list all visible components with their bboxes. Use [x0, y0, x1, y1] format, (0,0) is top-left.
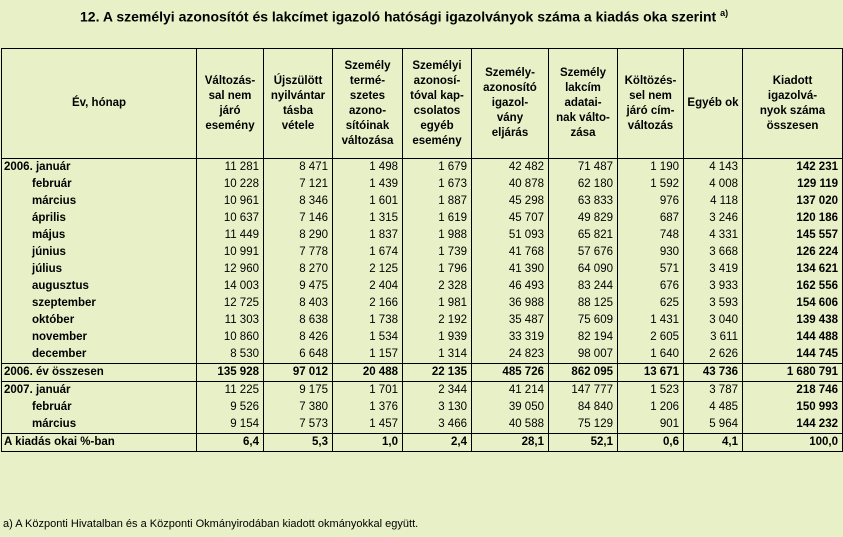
column-header-6	[549, 49, 618, 159]
total-cell: 137 020	[743, 193, 843, 210]
column-header-line: esemény	[412, 134, 462, 147]
value-cell: 2 344	[403, 382, 472, 400]
row-label: július	[2, 261, 197, 278]
value-cell: 0,6	[618, 434, 684, 452]
value-cell: 1 431	[618, 312, 684, 329]
value-cell: 930	[618, 244, 684, 261]
value-cell: 1 939	[403, 329, 472, 346]
total-cell: 1 680 791	[743, 364, 843, 382]
column-header-line: járó cím-	[626, 104, 675, 117]
table-row	[2, 346, 843, 364]
column-header-line: Egyéb ok	[687, 97, 739, 109]
total-cell: 144 488	[743, 329, 843, 346]
table-row	[2, 295, 843, 312]
column-header-line: tóval kap-	[410, 89, 464, 102]
value-cell: 39 050	[472, 399, 549, 416]
total-cell: 129 119	[743, 176, 843, 193]
column-header-line: Személy	[344, 59, 391, 72]
column-header-line: lakcím	[565, 82, 601, 94]
value-cell: 4 008	[684, 176, 743, 193]
value-cell: 3 787	[684, 382, 743, 400]
value-cell: 1 640	[618, 346, 684, 364]
row-label: április	[2, 210, 197, 227]
value-cell: 1 988	[403, 227, 472, 244]
table-row	[2, 193, 843, 210]
value-cell: 1 206	[618, 399, 684, 416]
value-cell: 64 090	[549, 261, 618, 278]
table-row	[2, 176, 843, 193]
row-label: 2006. január	[2, 159, 197, 177]
value-cell: 2 328	[403, 278, 472, 295]
table-row	[2, 227, 843, 244]
value-cell: 88 125	[549, 295, 618, 312]
column-header-line: esemény	[205, 119, 255, 132]
value-cell: 1 837	[333, 227, 403, 244]
value-cell: 9 175	[264, 382, 333, 400]
table-row	[2, 278, 843, 295]
value-cell: 41 390	[472, 261, 549, 278]
value-cell: 11 303	[197, 312, 264, 329]
value-cell: 9 475	[264, 278, 333, 295]
value-cell: 83 244	[549, 278, 618, 295]
table-row	[2, 244, 843, 261]
value-cell: 7 380	[264, 399, 333, 416]
value-cell: 147 777	[549, 382, 618, 400]
table-title-text: 12. A személyi azonosítót és lakcímet igazoló hatósági igazolványok száma a kiadás oka szerint	[80, 8, 717, 25]
value-cell: 10 860	[197, 329, 264, 346]
value-cell: 12 960	[197, 261, 264, 278]
column-header-line: azono-	[348, 104, 387, 117]
value-cell: 41 768	[472, 244, 549, 261]
value-cell: 40 588	[472, 416, 549, 434]
column-header-line: járó	[219, 104, 241, 117]
value-cell: 11 225	[197, 382, 264, 400]
total-cell: 120 186	[743, 210, 843, 227]
value-cell: 49 829	[549, 210, 618, 227]
value-cell: 82 194	[549, 329, 618, 346]
value-cell: 10 961	[197, 193, 264, 210]
column-header-line: eljárás	[491, 127, 529, 139]
value-cell: 2 605	[618, 329, 684, 346]
value-cell: 9 526	[197, 399, 264, 416]
value-cell: 11 281	[197, 159, 264, 177]
total-cell: 134 621	[743, 261, 843, 278]
column-header-line: vány	[496, 112, 524, 124]
value-cell: 625	[618, 295, 684, 312]
value-cell: 1 619	[403, 210, 472, 227]
column-header-line: nyok száma	[759, 104, 826, 117]
row-label: november	[2, 329, 197, 346]
value-cell: 2 166	[333, 295, 403, 312]
row-label: augusztus	[2, 278, 197, 295]
value-cell: 6 648	[264, 346, 333, 364]
value-cell: 57 676	[549, 244, 618, 261]
value-cell: 42 482	[472, 159, 549, 177]
column-header-line: sítóinak	[345, 119, 390, 132]
value-cell: 8 290	[264, 227, 333, 244]
row-label: szeptember	[2, 295, 197, 312]
table-row	[2, 399, 843, 416]
column-header-line: Költözés-	[624, 74, 677, 87]
value-cell: 6,4	[197, 434, 264, 452]
value-cell: 10 991	[197, 244, 264, 261]
column-header-5	[472, 49, 549, 159]
value-cell: 4,1	[684, 434, 743, 452]
row-label: 2007. január	[2, 382, 197, 400]
value-cell: 65 821	[549, 227, 618, 244]
title-footnote-mark: a)	[720, 8, 729, 18]
value-cell: 1 601	[333, 193, 403, 210]
value-cell: 36 988	[472, 295, 549, 312]
value-cell: 12 725	[197, 295, 264, 312]
column-header-line: termé-	[349, 74, 386, 87]
value-cell: 4 485	[684, 399, 743, 416]
column-header-line: vétele	[281, 119, 315, 132]
total-cell: 144 745	[743, 346, 843, 364]
total-cell: 139 438	[743, 312, 843, 329]
column-header-line: változása	[341, 134, 394, 147]
column-header-line: zása	[570, 127, 596, 139]
value-cell: 10 228	[197, 176, 264, 193]
value-cell: 3 130	[403, 399, 472, 416]
row-label: február	[2, 399, 197, 416]
value-cell: 1 498	[333, 159, 403, 177]
column-header-line: csolatos	[413, 104, 461, 117]
value-cell: 1 673	[403, 176, 472, 193]
table-row	[2, 210, 843, 227]
value-cell: 1 376	[333, 399, 403, 416]
total-cell: 142 231	[743, 159, 843, 177]
value-cell: 862 095	[549, 364, 618, 382]
column-header-line: összesen	[766, 119, 819, 132]
value-cell: 41 214	[472, 382, 549, 400]
column-header-2	[264, 49, 333, 159]
value-cell: 1 457	[333, 416, 403, 434]
column-header-line: nyilvántar	[270, 89, 326, 102]
column-header-line: sel nem	[629, 89, 672, 102]
value-cell: 2 626	[684, 346, 743, 364]
table-row	[2, 261, 843, 278]
table-row	[2, 364, 843, 382]
value-cell: 8 403	[264, 295, 333, 312]
value-cell: 11 449	[197, 227, 264, 244]
value-cell: 976	[618, 193, 684, 210]
value-cell: 3 466	[403, 416, 472, 434]
total-cell: 150 993	[743, 399, 843, 416]
value-cell: 2,4	[403, 434, 472, 452]
value-cell: 4 118	[684, 193, 743, 210]
value-cell: 75 609	[549, 312, 618, 329]
column-header-4	[403, 49, 472, 159]
value-cell: 40 878	[472, 176, 549, 193]
row-label: június	[2, 244, 197, 261]
value-cell: 687	[618, 210, 684, 227]
row-label: 2006. év összesen	[2, 364, 197, 382]
value-cell: 3 668	[684, 244, 743, 261]
value-cell: 1 314	[403, 346, 472, 364]
value-cell: 20 488	[333, 364, 403, 382]
column-header-line: tásba	[282, 104, 314, 117]
column-header-line: változás	[627, 119, 674, 132]
value-cell: 45 707	[472, 210, 549, 227]
value-cell: 3 040	[684, 312, 743, 329]
value-cell: 51 093	[472, 227, 549, 244]
column-header-line: Személy-	[485, 67, 535, 79]
row-label: május	[2, 227, 197, 244]
column-header-7	[618, 49, 684, 159]
total-cell: 144 232	[743, 416, 843, 434]
value-cell: 43 736	[684, 364, 743, 382]
statistics-table	[1, 48, 843, 452]
value-cell: 3 419	[684, 261, 743, 278]
value-cell: 5 964	[684, 416, 743, 434]
value-cell: 84 840	[549, 399, 618, 416]
value-cell: 2 125	[333, 261, 403, 278]
row-label: február	[2, 176, 197, 193]
value-cell: 1 523	[618, 382, 684, 400]
value-cell: 9 154	[197, 416, 264, 434]
table-row	[2, 382, 843, 400]
value-cell: 901	[618, 416, 684, 434]
table-title	[80, 0, 843, 26]
row-label: december	[2, 346, 197, 364]
value-cell: 2 192	[403, 312, 472, 329]
column-header-line: igazolvá-	[767, 89, 818, 102]
column-header-1	[197, 49, 264, 159]
row-label: október	[2, 312, 197, 329]
value-cell: 1,0	[333, 434, 403, 452]
total-cell: 162 556	[743, 278, 843, 295]
value-cell: 676	[618, 278, 684, 295]
value-cell: 1 315	[333, 210, 403, 227]
value-cell: 1 701	[333, 382, 403, 400]
value-cell: 1 674	[333, 244, 403, 261]
total-cell: 154 606	[743, 295, 843, 312]
column-header-line: sal nem	[208, 89, 252, 102]
column-header-3	[333, 49, 403, 159]
column-header-line: Változás-	[204, 74, 256, 87]
value-cell: 8 270	[264, 261, 333, 278]
header-row	[2, 49, 843, 159]
value-cell: 3 933	[684, 278, 743, 295]
value-cell: 7 778	[264, 244, 333, 261]
value-cell: 3 246	[684, 210, 743, 227]
footnote: a) A Központi Hivatalban és a Központi Okmányirodában kiadott okmányokkal együtt.	[3, 518, 419, 530]
value-cell: 98 007	[549, 346, 618, 364]
table-row	[2, 329, 843, 346]
value-cell: 52,1	[549, 434, 618, 452]
value-cell: 1 190	[618, 159, 684, 177]
value-cell: 4 143	[684, 159, 743, 177]
value-cell: 46 493	[472, 278, 549, 295]
table-row	[2, 312, 843, 329]
value-cell: 8 426	[264, 329, 333, 346]
value-cell: 24 823	[472, 346, 549, 364]
value-cell: 13 671	[618, 364, 684, 382]
value-cell: 75 129	[549, 416, 618, 434]
value-cell: 135 928	[197, 364, 264, 382]
value-cell: 1 796	[403, 261, 472, 278]
value-cell: 1 157	[333, 346, 403, 364]
column-header-line: azonosító	[483, 82, 537, 94]
column-header-line: szetes	[349, 89, 386, 102]
value-cell: 8 471	[264, 159, 333, 177]
column-header-line: Személy	[559, 67, 607, 79]
value-cell: 62 180	[549, 176, 618, 193]
table-row	[2, 434, 843, 452]
value-cell: 485 726	[472, 364, 549, 382]
value-cell: 35 487	[472, 312, 549, 329]
value-cell: 7 573	[264, 416, 333, 434]
value-cell: 33 319	[472, 329, 549, 346]
value-cell: 28,1	[472, 434, 549, 452]
value-cell: 8 346	[264, 193, 333, 210]
value-cell: 1 738	[333, 312, 403, 329]
column-header-0	[2, 49, 197, 159]
value-cell: 4 331	[684, 227, 743, 244]
value-cell: 10 637	[197, 210, 264, 227]
value-cell: 22 135	[403, 364, 472, 382]
column-header-line: Év, hónap	[71, 97, 127, 109]
value-cell: 1 439	[333, 176, 403, 193]
value-cell: 1 534	[333, 329, 403, 346]
column-header-line: igazol-	[491, 97, 529, 109]
value-cell: 571	[618, 261, 684, 278]
value-cell: 748	[618, 227, 684, 244]
value-cell: 1 739	[403, 244, 472, 261]
column-header-line: nak válto-	[556, 112, 610, 124]
total-cell: 218 746	[743, 382, 843, 400]
value-cell: 1 887	[403, 193, 472, 210]
value-cell: 71 487	[549, 159, 618, 177]
value-cell: 45 298	[472, 193, 549, 210]
value-cell: 5,3	[264, 434, 333, 452]
column-header-line: Újszülött	[273, 74, 323, 87]
column-header-line: Kiadott	[772, 74, 813, 87]
row-label: március	[2, 193, 197, 210]
column-header-9	[743, 49, 843, 159]
value-cell: 1 981	[403, 295, 472, 312]
table-row	[2, 159, 843, 177]
table-body	[2, 159, 843, 452]
row-label: A kiadás okai %-ban	[2, 434, 197, 452]
value-cell: 14 003	[197, 278, 264, 295]
column-header-8	[684, 49, 743, 159]
column-header-line: azonosí-	[413, 74, 461, 87]
total-cell: 126 224	[743, 244, 843, 261]
value-cell: 7 121	[264, 176, 333, 193]
value-cell: 2 404	[333, 278, 403, 295]
column-header-line: Személyi	[412, 59, 462, 72]
total-cell: 100,0	[743, 434, 843, 452]
value-cell: 8 530	[197, 346, 264, 364]
value-cell: 7 146	[264, 210, 333, 227]
total-cell: 145 557	[743, 227, 843, 244]
value-cell: 1 679	[403, 159, 472, 177]
value-cell: 63 833	[549, 193, 618, 210]
row-label: március	[2, 416, 197, 434]
column-header-line: adatai-	[564, 97, 602, 109]
table-row	[2, 416, 843, 434]
value-cell: 3 593	[684, 295, 743, 312]
value-cell: 8 638	[264, 312, 333, 329]
column-header-line: egyéb	[420, 119, 454, 132]
value-cell: 1 592	[618, 176, 684, 193]
value-cell: 3 611	[684, 329, 743, 346]
value-cell: 97 012	[264, 364, 333, 382]
